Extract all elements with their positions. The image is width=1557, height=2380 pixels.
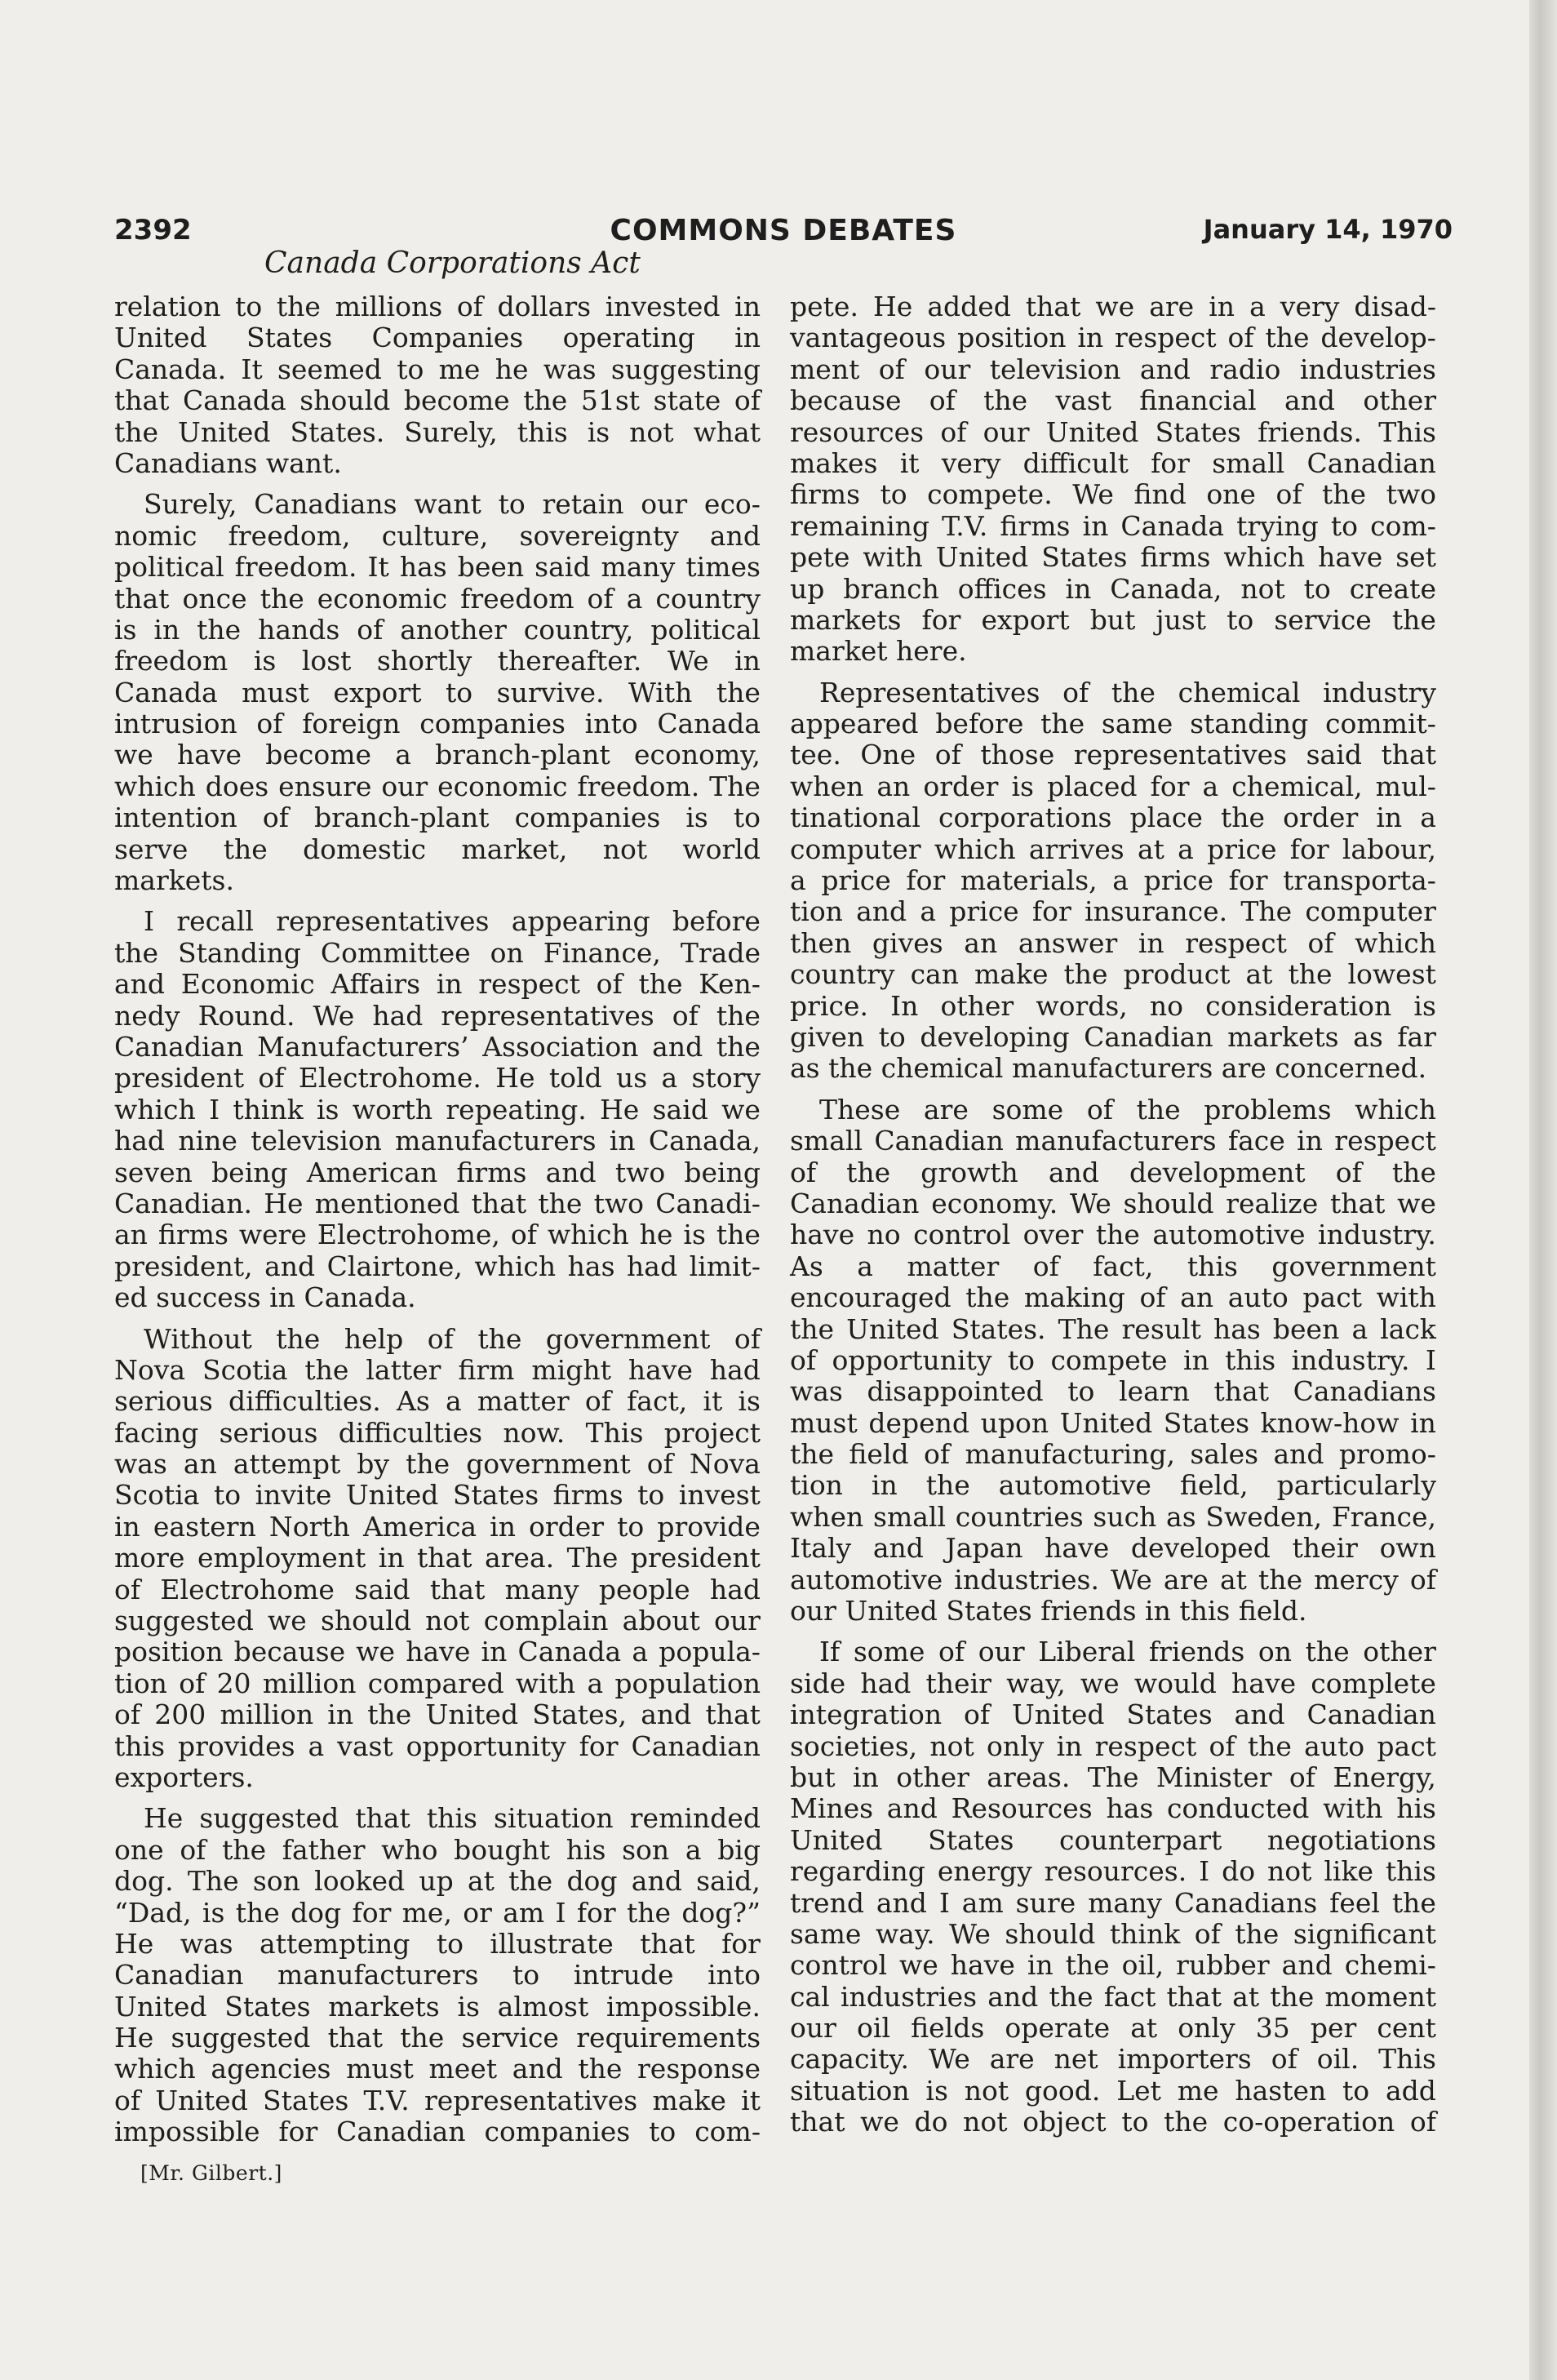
text-line: United States Companies operating in — [114, 322, 761, 354]
paragraph — [790, 1095, 1436, 1627]
text-line: tion in the automotive field, particularly — [790, 1469, 1436, 1502]
speaker-attribution: [Mr. Gilbert.] — [140, 2161, 282, 2185]
text-line: computer which arrives at a price for labour, — [790, 833, 1436, 865]
text-line: more employment in that area. The president — [114, 1542, 761, 1574]
text-line: which does ensure our economic freedom. The — [114, 770, 761, 802]
text-line: of opportunity to compete in this industry. I — [790, 1343, 1436, 1376]
text-line: Scotia to invite United States firms to invest — [114, 1479, 761, 1512]
text-line: the United States. Surely, this is not what — [114, 415, 761, 448]
text-line: capacity. We are net importers of oil. This — [790, 2043, 1436, 2076]
left-text-column — [114, 291, 761, 2148]
text-line: appeared before the same standing commit- — [790, 708, 1436, 740]
running-title: COMMONS DEBATES — [610, 214, 957, 247]
text-line: an firms were Electrohome, of which he is the — [114, 1219, 761, 1251]
text-line: a price for materials, a price for transporta- — [790, 864, 1436, 897]
paragraph — [114, 1324, 761, 1794]
text-line: the Standing Committee on Finance, Trade — [114, 936, 761, 969]
paragraph — [114, 1803, 761, 2147]
paragraph — [790, 291, 1436, 668]
text-line: which agencies must meet and the response — [114, 2053, 761, 2085]
text-line: “Dad, is the dog for me, or am I for the dog?” — [114, 1896, 761, 1929]
text-line: price. In other words, no consideration is — [790, 989, 1436, 1022]
text-line: up branch offices in Canada, not to create — [790, 572, 1436, 605]
text-line: which I think is worth repeating. He said we — [114, 1093, 761, 1126]
text-line: tion of 20 million compared with a population — [114, 1667, 761, 1699]
text-line: one of the father who bought his son a big — [114, 1833, 761, 1866]
text-line: president of Electrohome. He told us a story — [114, 1062, 761, 1095]
page-number: 2392 — [114, 214, 192, 246]
text-line: ment of our television and radio industries — [790, 353, 1436, 385]
text-line: firms to compete. We find one of the two — [790, 478, 1436, 511]
text-line: intrusion of foreign companies into Canada — [114, 708, 761, 740]
text-line: Canada. It seemed to me he was suggesting — [114, 353, 761, 385]
text-line: political freedom. It has been said many times — [114, 551, 761, 584]
page-edge-shadow — [1529, 0, 1557, 2380]
text-line: suggested we should not complain about our — [114, 1605, 761, 1637]
text-line: markets. — [114, 864, 234, 897]
text-line: Italy and Japan have developed their own — [790, 1532, 1436, 1565]
text-line: pete with United States firms which have set — [790, 541, 1436, 574]
text-line: in eastern North America in order to provide — [114, 1510, 761, 1543]
text-line: the field of manufacturing, sales and promo- — [790, 1438, 1436, 1471]
text-line: These are some of the problems which — [819, 1093, 1436, 1126]
text-line: Nova Scotia the latter firm might have had — [114, 1353, 761, 1386]
text-line: pete. He added that we are in a very disad- — [790, 291, 1436, 322]
text-line: when an order is placed for a chemical, mul- — [790, 770, 1436, 802]
text-line: He suggested that this situation reminded — [144, 1802, 761, 1835]
text-line: He suggested that the service requirements — [114, 2022, 761, 2054]
text-line: that once the economic freedom of a country — [114, 582, 761, 615]
publication-date: January 14, 1970 — [1203, 214, 1453, 245]
text-line: our oil fields operate at only 35 per cent — [790, 2012, 1436, 2045]
text-line: If some of our Liberal friends on the other — [819, 1636, 1436, 1668]
text-line: our United States friends in this field. — [790, 1595, 1307, 1627]
text-line: serious difficulties. As a matter of fact, it is — [114, 1385, 761, 1418]
text-line: resources of our United States friends. This — [790, 415, 1436, 448]
section-subtitle: Canada Corporations Act — [264, 246, 641, 280]
text-line: side had their way, we would have complete — [790, 1667, 1436, 1699]
text-line: because of the vast financial and other — [790, 384, 1436, 417]
text-line: small Canadian manufacturers face in respect — [790, 1125, 1436, 1157]
text-line: country can make the product at the lowest — [790, 958, 1436, 991]
text-line: relation to the millions of dollars invested in — [114, 291, 761, 322]
text-line: freedom is lost shortly thereafter. We in — [114, 645, 761, 677]
text-line: when small countries such as Sweden, France, — [790, 1500, 1436, 1533]
text-line: position because we have in Canada a popula- — [114, 1636, 761, 1668]
text-line: is in the hands of another country, political — [114, 613, 761, 646]
text-line: seven being American firms and two being — [114, 1156, 761, 1188]
text-line: situation is not good. Let me hasten to add — [790, 2074, 1436, 2107]
text-line: nedy Round. We had representatives of the — [114, 999, 761, 1032]
text-line: of the growth and development of the — [790, 1156, 1436, 1188]
text-line: of Electrohome said that many people had — [114, 1573, 761, 1605]
text-line: this provides a vast opportunity for Canadian — [114, 1729, 761, 1762]
text-line: markets for export but just to service the — [790, 603, 1436, 636]
text-line: facing serious difficulties now. This project — [114, 1416, 761, 1449]
paragraph — [114, 906, 761, 1313]
text-line: societies, not only in respect of the auto pact — [790, 1729, 1436, 1762]
text-line: cal industries and the fact that at the moment — [790, 1980, 1436, 2013]
text-line: have no control over the automotive industry. — [790, 1219, 1436, 1251]
text-line: control we have in the oil, rubber and chemi- — [790, 1949, 1436, 1982]
text-line: tinational corporations place the order in a — [790, 801, 1436, 834]
text-line: automotive industries. We are at the mercy of — [790, 1563, 1436, 1596]
text-line: the United States. The result has been a lack — [790, 1312, 1436, 1345]
text-line: dog. The son looked up at the dog and said, — [114, 1865, 761, 1898]
text-line: but in other areas. The Minister of Energy, — [790, 1761, 1436, 1793]
right-text-column — [790, 291, 1436, 2138]
text-line: was an attempt by the government of Nova — [114, 1448, 761, 1481]
text-line: Without the help of the government of — [144, 1322, 761, 1355]
text-line: Canada must export to survive. With the — [114, 676, 761, 708]
text-line: must depend upon United States know-how in — [790, 1406, 1436, 1439]
text-line: I recall representatives appearing before — [144, 905, 761, 938]
text-line: as the chemical manufacturers are concerned. — [790, 1052, 1427, 1085]
text-line: had nine television manufacturers in Canada, — [114, 1125, 761, 1157]
text-line: of United States T.V. representatives make it — [114, 2084, 761, 2116]
text-line: of 200 million in the United States, and that — [114, 1698, 761, 1731]
text-line: that Canada should become the 51st state of — [114, 384, 761, 417]
text-line: Canadian manufacturers to intrude into — [114, 1959, 761, 1991]
text-line: given to developing Canadian markets as far — [790, 1020, 1436, 1053]
text-line: makes it very difficult for small Canadian — [790, 446, 1436, 479]
text-line: same way. We should think of the significant — [790, 1917, 1436, 1950]
text-line: encouraged the making of an auto pact with — [790, 1281, 1436, 1314]
text-line: remaining T.V. firms in Canada trying to com- — [790, 509, 1436, 542]
text-line: intention of branch-plant companies is to — [114, 801, 761, 834]
paragraph — [114, 489, 761, 896]
text-line: impossible for Canadian companies to com- — [114, 2116, 761, 2148]
paragraph — [790, 1636, 1436, 2138]
text-line: Canadian. He mentioned that the two Canadi- — [114, 1187, 761, 1219]
text-line: He was attempting to illustrate that for — [114, 1927, 761, 1960]
text-line: United States markets is almost impossible. — [114, 1990, 761, 2023]
text-line: Canadian economy. We should realize that we — [790, 1187, 1436, 1219]
text-line: United States counterpart negotiations — [790, 1823, 1436, 1856]
text-line: tion and a price for insurance. The computer — [790, 895, 1436, 928]
text-line: serve the domestic market, not world — [114, 833, 761, 865]
text-line: vantageous position in respect of the develop- — [790, 322, 1436, 354]
text-line: Surely, Canadians want to retain our eco- — [144, 488, 761, 521]
text-line: integration of United States and Canadian — [790, 1698, 1436, 1731]
text-line: ed success in Canada. — [114, 1281, 416, 1314]
text-line: and Economic Affairs in respect of the Ken- — [114, 968, 761, 1001]
text-line: was disappointed to learn that Canadians — [790, 1375, 1436, 1408]
text-line: tee. One of those representatives said that — [790, 739, 1436, 771]
paragraph — [790, 677, 1436, 1085]
text-line: market here. — [790, 635, 967, 668]
text-line: nomic freedom, culture, sovereignty and — [114, 519, 761, 552]
text-line: Representatives of the chemical industry — [819, 676, 1436, 708]
text-line: trend and I am sure many Canadians feel the — [790, 1886, 1436, 1919]
text-line: regarding energy resources. I do not like this — [790, 1855, 1436, 1888]
paragraph — [114, 291, 761, 479]
text-line: Canadian Manufacturers’ Association and the — [114, 1030, 761, 1063]
text-line: exporters. — [114, 1761, 254, 1793]
text-line: that we do not object to the co-operation of — [790, 2106, 1436, 2138]
text-line: Canadians want. — [114, 446, 342, 479]
text-line: Mines and Resources has conducted with his — [790, 1792, 1436, 1825]
text-line: As a matter of fact, this government — [790, 1250, 1436, 1282]
text-line: then gives an answer in respect of which — [790, 926, 1436, 959]
text-line: we have become a branch-plant economy, — [114, 739, 761, 771]
text-line: president, and Clairtone, which has had limit- — [114, 1250, 761, 1282]
